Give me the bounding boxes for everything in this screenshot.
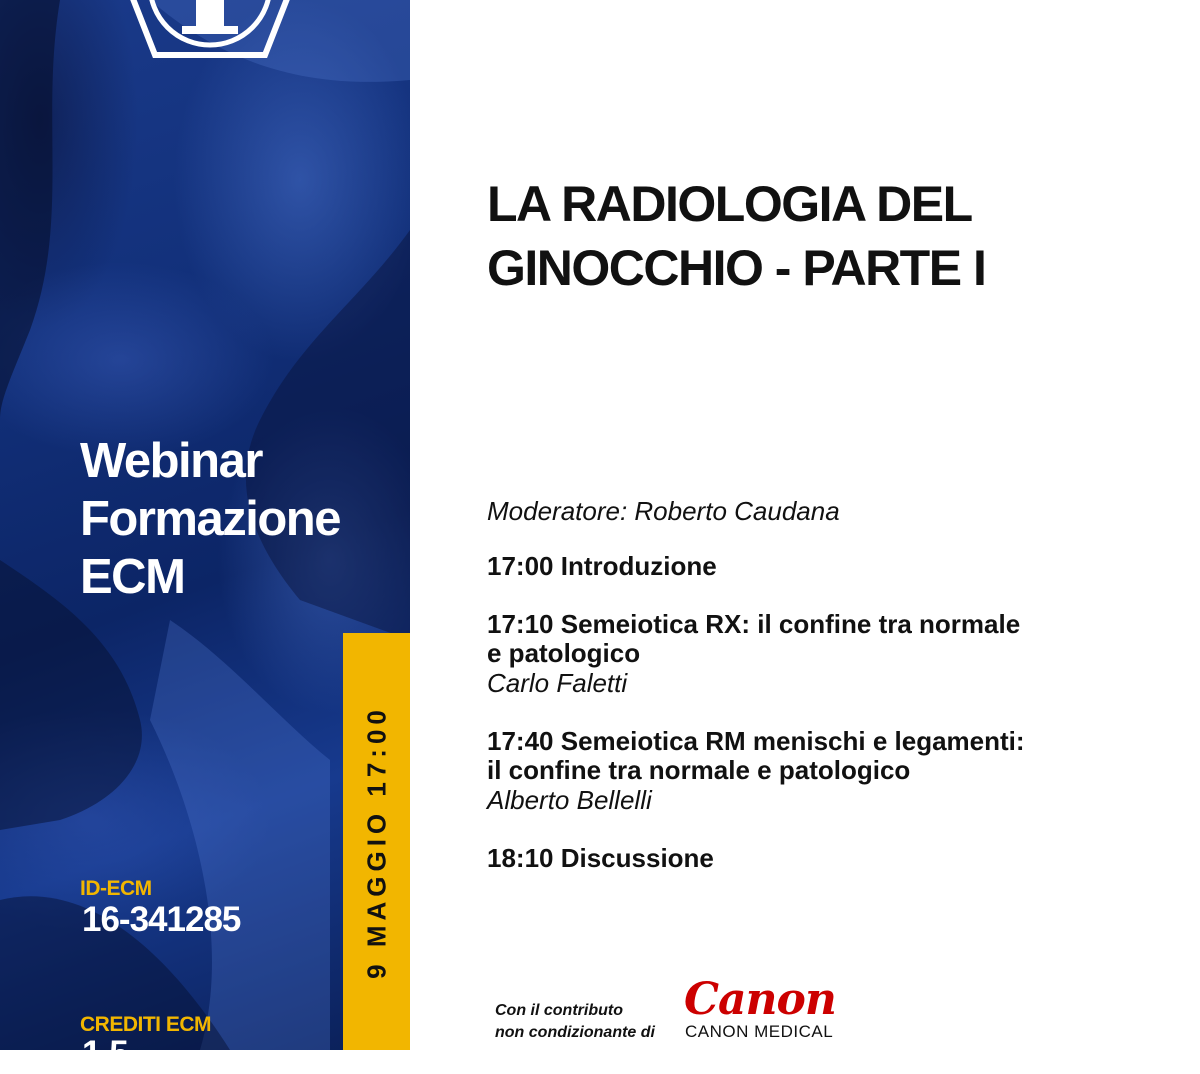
- crediti-ecm-value: 1,5: [82, 1034, 128, 1073]
- id-ecm-label: ID-ECM: [80, 877, 152, 900]
- program-item-speaker: Alberto Bellelli: [487, 785, 652, 815]
- program-item: [487, 727, 1107, 815]
- sponsor-text: [495, 1000, 655, 1044]
- program-item-title-line: 17:40 Semeiotica RM menischi e legamenti:: [487, 726, 1025, 756]
- webinar-title-line: Formazione: [80, 492, 340, 546]
- webinar-title: [80, 432, 340, 606]
- date-strip: [343, 633, 410, 1050]
- program-item-title: [487, 727, 1107, 785]
- program-item-title-line: 17:00 Introduzione: [487, 551, 717, 581]
- event-date: 9 MAGGIO 17:00: [361, 704, 391, 979]
- webinar-title-line: Webinar: [80, 434, 262, 488]
- program-item: [487, 844, 1107, 873]
- webinar-title-line: ECM: [80, 550, 185, 604]
- society-logo-icon: [100, 0, 320, 62]
- crediti-ecm-label: CREDITI ECM: [80, 1013, 211, 1036]
- program-item: [487, 610, 1107, 698]
- sponsor-text-line: Con il contributo: [495, 1002, 623, 1019]
- program-item-speaker: Carlo Faletti: [487, 668, 628, 698]
- program-item: [487, 552, 1107, 581]
- left-panel: [0, 0, 410, 1073]
- program-item-title-line: e patologico: [487, 638, 641, 668]
- program-item-title-line: 18:10 Discussione: [487, 843, 714, 873]
- canon-logo: Canon: [684, 974, 836, 1025]
- id-ecm-value: 16-341285: [82, 900, 241, 939]
- program-item-title: [487, 610, 1107, 668]
- page-title-line: GINOCCHIO - PARTE I: [487, 240, 986, 296]
- program-item-title: [487, 844, 1107, 873]
- canon-medical-label: CANON MEDICAL: [685, 1022, 834, 1041]
- page-title: [487, 172, 1127, 300]
- moderator: Moderatore: Roberto Caudana: [487, 496, 840, 526]
- program-item-title: [487, 552, 1107, 581]
- program-item-title-line: il confine tra normale e patologico: [487, 755, 911, 785]
- page-title-line: LA RADIOLOGIA DEL: [487, 176, 972, 232]
- sponsor-text-line: non condizionante di: [495, 1024, 655, 1041]
- program-item-title-line: 17:10 Semeiotica RX: il confine tra normale: [487, 609, 1021, 639]
- program: [487, 494, 1107, 902]
